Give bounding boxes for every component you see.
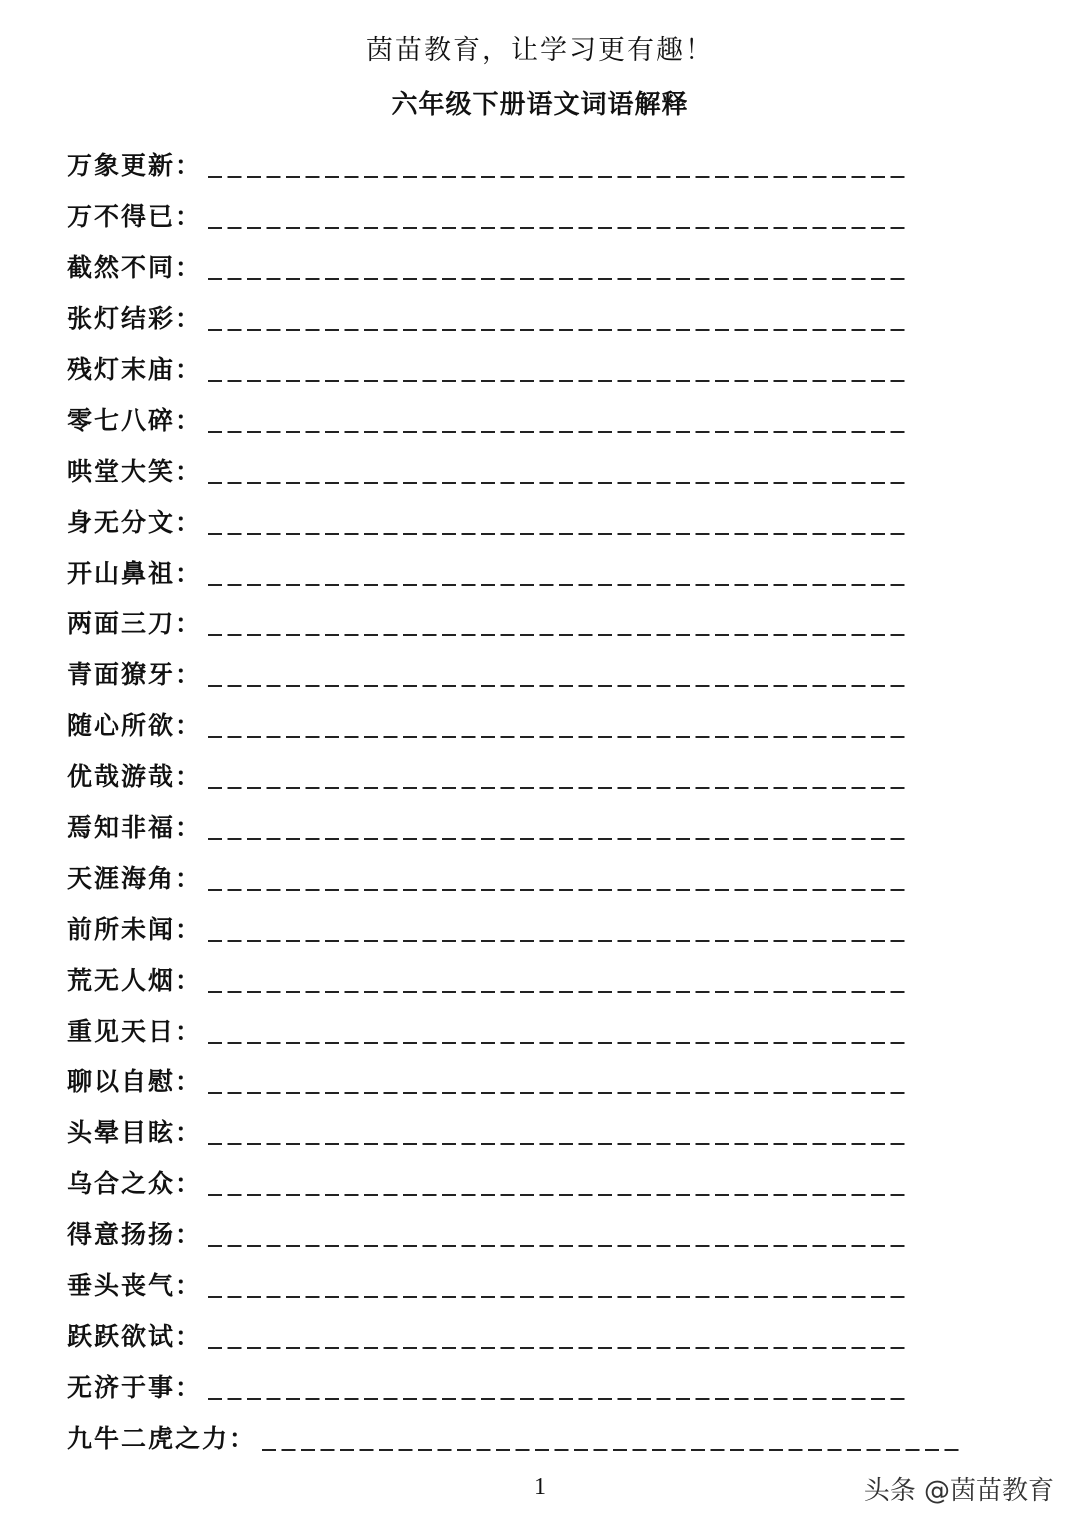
term-label: 哄堂大笑： [67,456,203,486]
term-label: 万象更新： [67,151,203,181]
term-label: 无济于事： [67,1372,203,1402]
answer-blank[interactable] [208,266,910,280]
term-row [67,1411,964,1462]
term-label: 优哉游哉： [67,762,203,792]
answer-blank[interactable] [262,1437,964,1451]
answer-blank[interactable] [208,826,910,840]
answer-blank[interactable] [208,1131,910,1145]
term-row [67,597,964,648]
term-row [67,851,964,902]
answer-blank[interactable] [208,622,910,636]
term-label: 得意扬扬： [67,1220,203,1250]
term-row [67,393,964,444]
answer-blank[interactable] [208,775,910,789]
term-label: 天涯海角： [67,863,203,893]
source-watermark: 头条 @茵苗教育 [863,1476,1054,1506]
term-label: 荒无人烟： [67,965,203,995]
term-row [67,139,964,190]
term-label: 跃跃欲试： [67,1321,203,1351]
term-row [67,750,964,801]
term-row [67,343,964,394]
term-row [67,190,964,241]
page-number: 1 [534,1474,546,1500]
answer-blank[interactable] [208,419,910,433]
term-row [67,648,964,699]
answer-blank[interactable] [208,877,910,891]
term-label: 重见天日： [67,1016,203,1046]
answer-blank[interactable] [208,470,910,484]
term-row [67,1106,964,1157]
term-row [67,902,964,953]
term-row [67,495,964,546]
term-row [67,292,964,343]
term-row [67,1309,964,1360]
term-label: 截然不同： [67,253,203,283]
term-label: 聊以自慰： [67,1067,203,1097]
answer-blank[interactable] [208,979,910,993]
term-label: 九牛二虎之力： [67,1423,257,1453]
term-label: 青面獠牙： [67,660,203,690]
term-label: 万不得已： [67,202,203,232]
term-label: 焉知非福： [67,813,203,843]
term-row [67,444,964,495]
page-slogan: 茵苗教育，让学习更有趣！ [366,35,714,66]
term-label: 残灯末庙： [67,355,203,384]
term-label: 张灯结彩： [67,304,203,334]
answer-blank[interactable] [208,1080,910,1094]
answer-blank[interactable] [208,1233,910,1247]
term-row [67,1055,964,1106]
term-row [67,546,964,597]
term-label: 垂头丧气： [67,1271,203,1301]
term-row [67,1157,964,1208]
page-title: 六年级下册语文词语解释 [391,90,689,120]
answer-blank[interactable] [208,572,910,586]
term-row [67,953,964,1004]
term-label: 身无分文： [67,507,203,537]
answer-blank[interactable] [208,521,910,535]
term-row [67,241,964,292]
answer-blank[interactable] [208,1030,910,1044]
term-label: 开山鼻祖： [67,558,203,588]
term-list [67,139,964,1462]
term-label: 前所未闻： [67,914,203,944]
answer-blank[interactable] [208,673,910,687]
term-label: 头晕目眩： [67,1118,203,1148]
term-row [67,1208,964,1259]
term-row [67,699,964,750]
term-row [67,801,964,852]
answer-blank[interactable] [208,928,910,942]
answer-blank[interactable] [208,1386,910,1400]
term-row [67,1259,964,1310]
answer-blank[interactable] [208,1182,910,1196]
term-row [67,1004,964,1055]
answer-blank[interactable] [208,215,910,229]
answer-blank[interactable] [208,1335,910,1349]
term-label: 零七八碎： [67,405,203,435]
term-row [67,1360,964,1411]
answer-blank[interactable] [208,1284,910,1298]
answer-blank[interactable] [208,317,910,331]
answer-blank[interactable] [208,164,910,178]
term-label: 两面三刀： [67,609,203,639]
term-label: 随心所欲： [67,711,203,741]
term-label: 乌合之众： [67,1169,203,1199]
answer-blank[interactable] [208,724,910,738]
answer-blank[interactable] [208,368,910,382]
